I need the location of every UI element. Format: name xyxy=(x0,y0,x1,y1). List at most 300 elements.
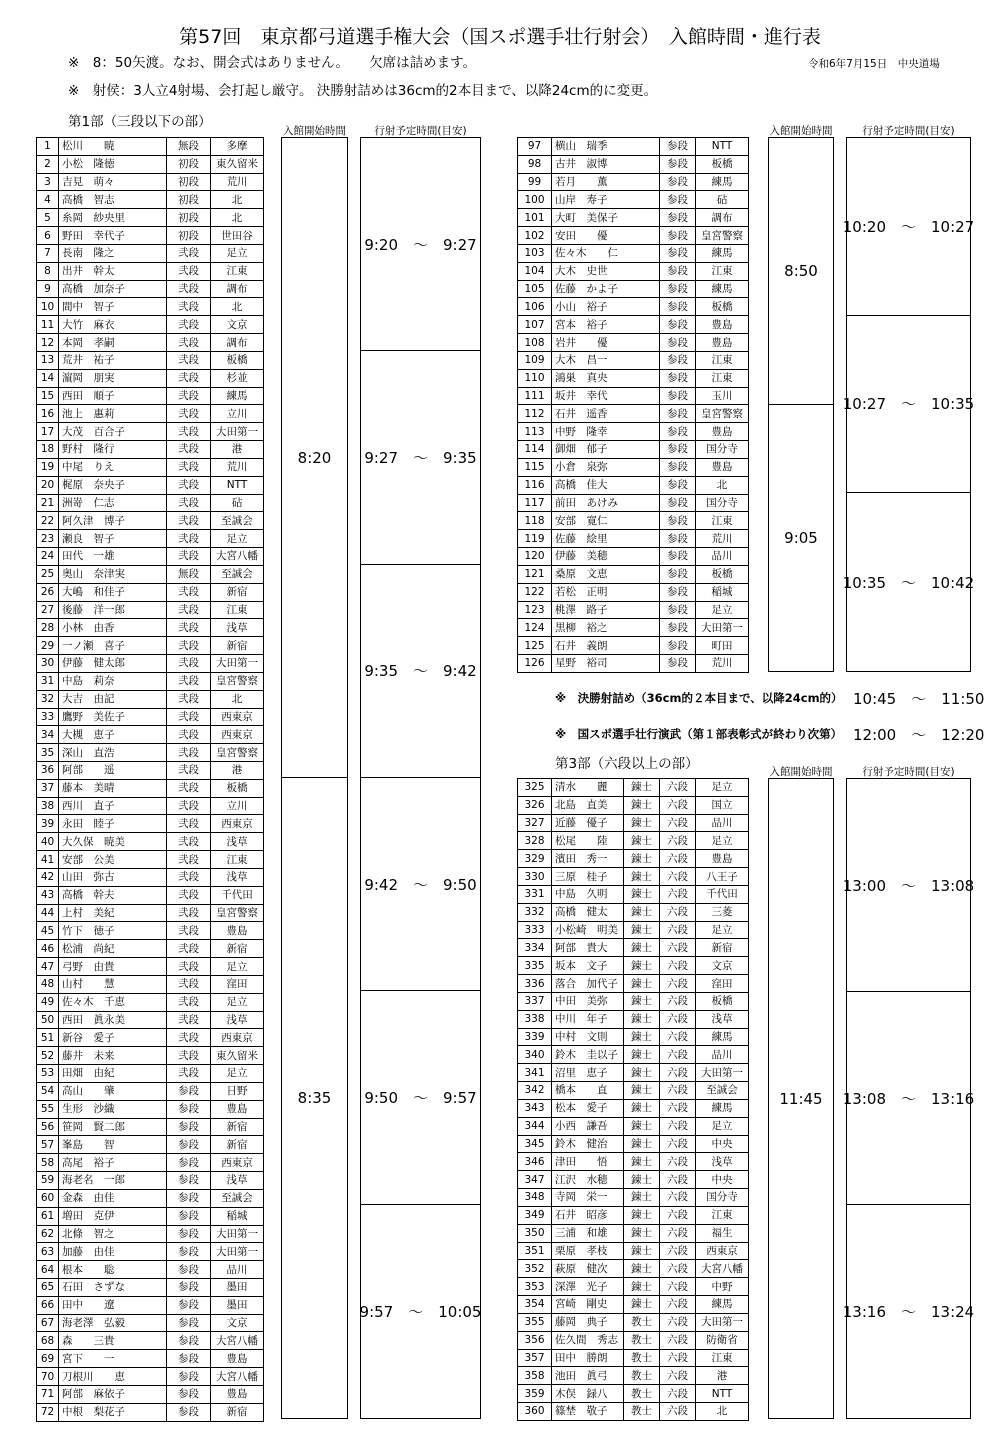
roster-cell: 弐段 xyxy=(167,530,211,548)
roster-row xyxy=(518,1206,749,1224)
roster-cell: 弐段 xyxy=(167,940,211,958)
roster-cell: 53 xyxy=(37,1065,59,1083)
roster-cell: 弐段 xyxy=(167,904,211,922)
roster-cell: 田中 遼 xyxy=(59,1296,167,1314)
roster-cell: 六段 xyxy=(660,1313,696,1331)
roster-row xyxy=(518,387,749,405)
roster-cell: 99 xyxy=(518,173,552,191)
roster-cell: 97 xyxy=(518,138,552,156)
roster-cell: 大田第一 xyxy=(211,1243,264,1261)
roster-cell: 参段 xyxy=(660,244,696,262)
roster-row xyxy=(37,316,264,334)
roster-row xyxy=(518,903,749,921)
entry-time-cell: 11:45 xyxy=(779,1089,823,1108)
roster-row xyxy=(518,1153,749,1171)
roster-cell: 北 xyxy=(696,1402,749,1420)
roster-cell: 六段 xyxy=(660,1206,696,1224)
roster-row xyxy=(518,1099,749,1117)
roster-cell: 品川 xyxy=(211,1261,264,1279)
shoot-time-cell: 10:20 ～ 10:27 xyxy=(847,138,970,316)
roster-cell: 立川 xyxy=(211,405,264,423)
roster-row xyxy=(37,975,264,993)
roster-row xyxy=(518,423,749,441)
roster-cell: 参段 xyxy=(660,458,696,476)
roster-cell: 66 xyxy=(37,1296,59,1314)
roster-row xyxy=(37,1368,264,1386)
roster-cell: 宮本 裕子 xyxy=(552,316,660,334)
roster-cell: 星野 裕司 xyxy=(552,655,660,673)
roster-row xyxy=(518,334,749,352)
roster-cell: 皇宮警察 xyxy=(211,672,264,690)
entry-header-left: 入館開始時間 xyxy=(283,125,346,137)
roster-row xyxy=(37,1082,264,1100)
roster-cell: 足立 xyxy=(696,921,749,939)
roster-cell: 濵岡 朋実 xyxy=(59,369,167,387)
roster-cell: 出井 幹太 xyxy=(59,262,167,280)
roster-cell: 荒川 xyxy=(211,458,264,476)
roster-cell: 初段 xyxy=(167,173,211,191)
roster-cell: 皇宮警察 xyxy=(696,405,749,423)
roster-cell: 錬士 xyxy=(624,975,660,993)
roster-cell: 参段 xyxy=(660,191,696,209)
roster-row xyxy=(37,1403,264,1421)
roster-row xyxy=(518,441,749,459)
roster-cell: 参段 xyxy=(167,1314,211,1332)
roster-row xyxy=(37,1118,264,1136)
roster-cell: 39 xyxy=(37,815,59,833)
roster-cell: 錬士 xyxy=(624,1260,660,1278)
roster-row xyxy=(37,726,264,744)
roster-cell: 18 xyxy=(37,441,59,459)
send-off-demo-time: 12:00 ～ 12:20 xyxy=(853,726,985,744)
roster-cell: 弐段 xyxy=(167,280,211,298)
roster-cell: 安部 寛仁 xyxy=(552,512,660,530)
roster-cell: 63 xyxy=(37,1243,59,1261)
roster-cell: 60 xyxy=(37,1189,59,1207)
roster-cell: 本岡 孝嗣 xyxy=(59,334,167,352)
roster-cell: 江東 xyxy=(696,351,749,369)
roster-cell: 西東京 xyxy=(211,815,264,833)
roster-row xyxy=(518,1367,749,1385)
roster-cell: 64 xyxy=(37,1261,59,1279)
roster-row xyxy=(518,530,749,548)
roster-cell: 341 xyxy=(518,1064,552,1082)
roster-cell: 弐段 xyxy=(167,672,211,690)
roster-cell: 佐久間 秀志 xyxy=(552,1331,624,1349)
roster-cell: 江沢 水穂 xyxy=(552,1171,624,1189)
roster-cell: 47 xyxy=(37,958,59,976)
roster-cell: 22 xyxy=(37,512,59,530)
roster-cell: 田中 勝朗 xyxy=(552,1349,624,1367)
roster-cell: 文京 xyxy=(211,1314,264,1332)
roster-cell: 御畑 郁子 xyxy=(552,441,660,459)
roster-cell: 北 xyxy=(696,476,749,494)
roster-cell: 錬士 xyxy=(624,832,660,850)
roster-row xyxy=(37,619,264,637)
roster-cell: 錬士 xyxy=(624,1117,660,1135)
roster-cell: 吉見 萌々 xyxy=(59,173,167,191)
roster-cell: 若松 正明 xyxy=(552,583,660,601)
note-start: ※ 8：50矢渡。なお、開会式はありません。 欠席は詰めます。 xyxy=(68,55,477,71)
part3-label: 第3部（六段以上の部） xyxy=(555,756,699,772)
roster-cell: 101 xyxy=(518,209,552,227)
roster-row xyxy=(37,458,264,476)
roster-row xyxy=(518,1189,749,1207)
roster-cell: 野田 幸代子 xyxy=(59,227,167,245)
roster-cell: 豊島 xyxy=(696,423,749,441)
roster-row xyxy=(518,1260,749,1278)
roster-cell: 練馬 xyxy=(696,1296,749,1314)
roster-cell: 333 xyxy=(518,921,552,939)
roster-cell: 六段 xyxy=(660,1064,696,1082)
roster-cell: 弐段 xyxy=(167,975,211,993)
roster-cell: 57 xyxy=(37,1136,59,1154)
roster-cell: 江東 xyxy=(696,1206,749,1224)
roster-row xyxy=(518,280,749,298)
roster-cell: 足立 xyxy=(211,244,264,262)
roster-cell: 品川 xyxy=(696,548,749,566)
roster-row xyxy=(37,1065,264,1083)
roster-cell: 西東京 xyxy=(211,726,264,744)
roster-cell: 123 xyxy=(518,601,552,619)
roster-cell: 106 xyxy=(518,298,552,316)
roster-row xyxy=(518,921,749,939)
roster-cell: 参段 xyxy=(167,1296,211,1314)
roster-row xyxy=(37,1314,264,1332)
roster-cell: 高橋 幹夫 xyxy=(59,886,167,904)
roster-cell: 大竹 麻衣 xyxy=(59,316,167,334)
roster-cell: 佐々木 千恵 xyxy=(59,993,167,1011)
roster-cell: 弐段 xyxy=(167,886,211,904)
roster-cell: 東久留米 xyxy=(211,155,264,173)
roster-cell: 348 xyxy=(518,1189,552,1207)
roster-cell: 100 xyxy=(518,191,552,209)
roster-row xyxy=(37,672,264,690)
roster-cell: 358 xyxy=(518,1367,552,1385)
roster-cell: 錬士 xyxy=(624,1153,660,1171)
roster-cell: 小倉 泉弥 xyxy=(552,458,660,476)
entry-time-cell: 9:05 xyxy=(784,528,818,547)
roster-cell: 杉並 xyxy=(211,369,264,387)
roster-cell: 六段 xyxy=(660,957,696,975)
roster-cell: 大宮八幡 xyxy=(211,1368,264,1386)
roster-cell: 大田第一 xyxy=(211,423,264,441)
part2-entry-times xyxy=(768,137,834,672)
roster-cell: 344 xyxy=(518,1117,552,1135)
roster-row xyxy=(37,583,264,601)
roster-row xyxy=(37,708,264,726)
roster-cell: 110 xyxy=(518,369,552,387)
roster-cell: 調布 xyxy=(211,280,264,298)
roster-cell: 24 xyxy=(37,548,59,566)
roster-cell: 西田 眞永美 xyxy=(59,1011,167,1029)
roster-cell: 古井 淑博 xyxy=(552,155,660,173)
roster-cell: 栗原 孝枝 xyxy=(552,1242,624,1260)
roster-cell: 高橋 智志 xyxy=(59,191,167,209)
roster-cell: 福生 xyxy=(696,1224,749,1242)
roster-cell: 荒川 xyxy=(211,173,264,191)
roster-cell: 六段 xyxy=(660,868,696,886)
roster-row xyxy=(37,369,264,387)
roster-cell: 弐段 xyxy=(167,351,211,369)
roster-cell: 浅草 xyxy=(211,868,264,886)
roster-cell: 3 xyxy=(37,173,59,191)
roster-cell: 橋本 直 xyxy=(552,1082,624,1100)
roster-cell: 六段 xyxy=(660,796,696,814)
roster-cell: 東久留米 xyxy=(211,1047,264,1065)
roster-row xyxy=(518,1046,749,1064)
roster-cell: 340 xyxy=(518,1046,552,1064)
roster-cell: 32 xyxy=(37,690,59,708)
roster-cell: 初段 xyxy=(167,191,211,209)
roster-cell: 参段 xyxy=(167,1243,211,1261)
roster-cell: 錬士 xyxy=(624,1224,660,1242)
roster-cell: 落合 加代子 xyxy=(552,975,624,993)
roster-cell: 326 xyxy=(518,796,552,814)
roster-cell: 六段 xyxy=(660,1046,696,1064)
roster-cell: 北 xyxy=(211,690,264,708)
roster-cell: 弐段 xyxy=(167,601,211,619)
roster-cell: 50 xyxy=(37,1011,59,1029)
roster-row xyxy=(518,619,749,637)
roster-cell: 参段 xyxy=(660,138,696,156)
roster-cell: 六段 xyxy=(660,939,696,957)
roster-cell: 石井 昭彦 xyxy=(552,1206,624,1224)
roster-cell: 弐段 xyxy=(167,922,211,940)
roster-cell: 錬士 xyxy=(624,796,660,814)
roster-cell: 間中 智子 xyxy=(59,298,167,316)
roster-row xyxy=(518,494,749,512)
note-rules: ※ 射侯：3人立4射場、会打起し厳守。 決勝射詰めは36cm的2本目まで、以降24cm的に変更。 xyxy=(68,83,658,99)
roster-row xyxy=(518,1064,749,1082)
roster-cell: 参段 xyxy=(660,334,696,352)
roster-cell: 中央 xyxy=(696,1171,749,1189)
roster-row xyxy=(518,458,749,476)
roster-cell: 参段 xyxy=(660,227,696,245)
roster-cell: 62 xyxy=(37,1225,59,1243)
roster-row xyxy=(37,1261,264,1279)
roster-cell: 大田第一 xyxy=(696,1064,749,1082)
roster-cell: 103 xyxy=(518,244,552,262)
roster-cell: 45 xyxy=(37,922,59,940)
roster-row xyxy=(518,405,749,423)
roster-row xyxy=(37,548,264,566)
roster-cell: 西田 順子 xyxy=(59,387,167,405)
roster-row xyxy=(37,298,264,316)
roster-row xyxy=(518,316,749,334)
roster-cell: 105 xyxy=(518,280,552,298)
roster-row xyxy=(518,191,749,209)
roster-cell: 参段 xyxy=(660,316,696,334)
roster-cell: 67 xyxy=(37,1314,59,1332)
roster-cell: 16 xyxy=(37,405,59,423)
roster-cell: 錬士 xyxy=(624,1171,660,1189)
roster-row xyxy=(37,1154,264,1172)
roster-cell: 皇宮警察 xyxy=(211,904,264,922)
roster-cell: 板橋 xyxy=(696,155,749,173)
roster-row xyxy=(518,1224,749,1242)
roster-cell: 大茂 百合子 xyxy=(59,423,167,441)
roster-cell: 六段 xyxy=(660,992,696,1010)
roster-row xyxy=(37,797,264,815)
roster-row xyxy=(518,1242,749,1260)
roster-cell: 錬士 xyxy=(624,992,660,1010)
roster-cell: 池田 眞弓 xyxy=(552,1367,624,1385)
roster-cell: 国分寺 xyxy=(696,1189,749,1207)
roster-cell: 佐々木 仁 xyxy=(552,244,660,262)
roster-cell: 52 xyxy=(37,1047,59,1065)
roster-cell: 六段 xyxy=(660,1296,696,1314)
roster-cell: 藤井 未来 xyxy=(59,1047,167,1065)
roster-row xyxy=(37,1100,264,1118)
roster-cell: 足立 xyxy=(696,832,749,850)
roster-cell: 文京 xyxy=(696,957,749,975)
roster-cell: 41 xyxy=(37,851,59,869)
roster-cell: 板橋 xyxy=(696,565,749,583)
roster-row xyxy=(37,1207,264,1225)
roster-cell: 立川 xyxy=(211,797,264,815)
roster-cell: 参段 xyxy=(660,423,696,441)
roster-cell: 篠埜 敬子 xyxy=(552,1402,624,1420)
roster-cell: 浅草 xyxy=(211,1011,264,1029)
roster-cell: 千代田 xyxy=(696,885,749,903)
roster-cell: 錬士 xyxy=(624,1242,660,1260)
roster-row xyxy=(37,886,264,904)
roster-cell: 藤本 美晴 xyxy=(59,779,167,797)
roster-cell: 大田第一 xyxy=(211,655,264,673)
roster-cell: 高尾 裕子 xyxy=(59,1154,167,1172)
roster-cell: 石井 義朗 xyxy=(552,637,660,655)
roster-cell: 43 xyxy=(37,886,59,904)
roster-row xyxy=(37,1136,264,1154)
roster-cell: 参段 xyxy=(167,1189,211,1207)
roster-cell: 荒井 祐子 xyxy=(59,351,167,369)
roster-cell: 教士 xyxy=(624,1313,660,1331)
roster-cell: 参段 xyxy=(167,1100,211,1118)
roster-row xyxy=(37,387,264,405)
roster-cell: 弐段 xyxy=(167,637,211,655)
entry-time-cell: 8:50 xyxy=(769,138,833,405)
roster-cell: 30 xyxy=(37,655,59,673)
roster-cell: 板橋 xyxy=(696,298,749,316)
roster-cell: 松浦 尚紀 xyxy=(59,940,167,958)
roster-cell: 錬士 xyxy=(624,1135,660,1153)
roster-row xyxy=(37,191,264,209)
roster-row xyxy=(518,583,749,601)
roster-cell: 品川 xyxy=(696,1046,749,1064)
roster-cell: 参段 xyxy=(167,1279,211,1297)
roster-cell: 参段 xyxy=(167,1154,211,1172)
roster-cell: 弐段 xyxy=(167,993,211,1011)
shoot-header-right: 行射予定時間(目安) xyxy=(862,125,955,137)
roster-cell: 68 xyxy=(37,1332,59,1350)
roster-row xyxy=(37,1243,264,1261)
roster-cell: 佐藤 絵里 xyxy=(552,530,660,548)
roster-cell: 参段 xyxy=(167,1172,211,1190)
roster-cell: 23 xyxy=(37,530,59,548)
roster-row xyxy=(37,138,264,156)
roster-cell: 教士 xyxy=(624,1367,660,1385)
roster-cell: 教士 xyxy=(624,1331,660,1349)
roster-row xyxy=(518,655,749,673)
roster-cell: 330 xyxy=(518,868,552,886)
roster-cell: 野村 隆行 xyxy=(59,441,167,459)
roster-row xyxy=(37,833,264,851)
roster-cell: 練馬 xyxy=(696,1099,749,1117)
roster-cell: 新谷 愛子 xyxy=(59,1029,167,1047)
roster-row xyxy=(37,476,264,494)
roster-cell: 弐段 xyxy=(167,369,211,387)
roster-cell: 西東京 xyxy=(696,1242,749,1260)
roster-row xyxy=(37,851,264,869)
roster-cell: 6 xyxy=(37,227,59,245)
roster-cell: 120 xyxy=(518,548,552,566)
entry-time-cell: 8:20 xyxy=(282,138,347,778)
roster-cell: 弐段 xyxy=(167,1029,211,1047)
roster-cell: 342 xyxy=(518,1082,552,1100)
roster-cell: 弐段 xyxy=(167,441,211,459)
roster-cell: 弐段 xyxy=(167,868,211,886)
roster-cell: 参段 xyxy=(660,369,696,387)
roster-cell: NTT xyxy=(696,138,749,156)
roster-row xyxy=(37,655,264,673)
roster-cell: 墨田 xyxy=(211,1279,264,1297)
roster-cell: 永田 睦子 xyxy=(59,815,167,833)
roster-cell: 98 xyxy=(518,155,552,173)
roster-cell: 弐段 xyxy=(167,797,211,815)
roster-row xyxy=(37,494,264,512)
roster-cell: 大田第一 xyxy=(211,1225,264,1243)
roster-cell: 46 xyxy=(37,940,59,958)
roster-row xyxy=(518,1349,749,1367)
roster-cell: 足立 xyxy=(211,530,264,548)
roster-cell: 初段 xyxy=(167,155,211,173)
roster-cell: 豊島 xyxy=(696,334,749,352)
roster-row xyxy=(518,1278,749,1296)
roster-cell: 参段 xyxy=(167,1368,211,1386)
roster-cell: 新宿 xyxy=(211,1118,264,1136)
roster-cell: 119 xyxy=(518,530,552,548)
roster-cell: 六段 xyxy=(660,1367,696,1385)
roster-cell: 354 xyxy=(518,1296,552,1314)
roster-cell: 六段 xyxy=(660,1117,696,1135)
roster-cell: 338 xyxy=(518,1010,552,1028)
roster-cell: 安部 公美 xyxy=(59,851,167,869)
roster-cell: 至誠会 xyxy=(211,512,264,530)
roster-row xyxy=(37,244,264,262)
roster-row xyxy=(518,779,749,797)
roster-cell: 千代田 xyxy=(211,886,264,904)
roster-cell: 335 xyxy=(518,957,552,975)
roster-row xyxy=(37,993,264,1011)
roster-cell: 28 xyxy=(37,619,59,637)
roster-cell: 金森 由佳 xyxy=(59,1189,167,1207)
roster-cell: 35 xyxy=(37,744,59,762)
roster-row xyxy=(37,334,264,352)
roster-row xyxy=(37,779,264,797)
roster-cell: 新宿 xyxy=(211,1403,264,1421)
roster-cell: 加藤 由佳 xyxy=(59,1243,167,1261)
roster-cell: 弐段 xyxy=(167,583,211,601)
shoot-time-cell: 10:35 ～ 10:42 xyxy=(842,573,975,592)
send-off-demo-note: ※ 国スポ選手壮行演武（第１部表彰式が終わり次第） xyxy=(555,727,843,741)
roster-cell: 29 xyxy=(37,637,59,655)
roster-cell: 329 xyxy=(518,850,552,868)
roster-cell: 阿部 麻依子 xyxy=(59,1385,167,1403)
roster-cell: 参段 xyxy=(660,530,696,548)
roster-cell: 教士 xyxy=(624,1402,660,1420)
roster-row xyxy=(37,761,264,779)
